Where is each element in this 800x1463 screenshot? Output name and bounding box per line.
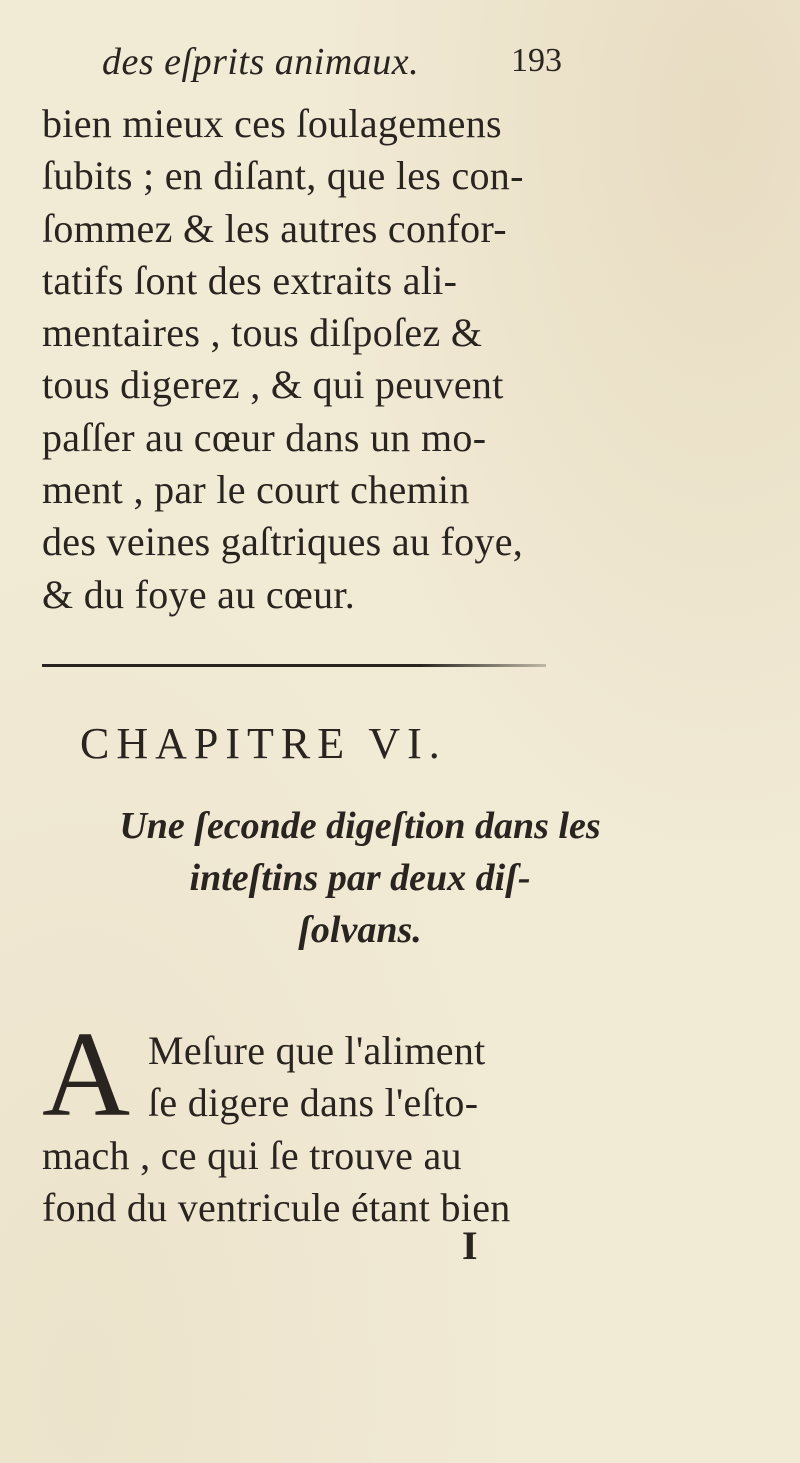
subtitle-line: ſolvans. [298, 909, 422, 951]
chapter-subtitle [100, 800, 620, 956]
page-number: 193 [511, 42, 562, 79]
text-line: ſommez & les autres confor- [42, 205, 507, 251]
text-line: ſubits ; en diſant, que les con- [42, 153, 524, 199]
text-line: ſe digere dans l'eſto- [148, 1080, 479, 1126]
text-line: paſſer au cœur dans un mo- [42, 414, 487, 460]
subtitle-line: Une ſeconde digeſtion dans les [119, 805, 601, 847]
chapter-opening-paragraph [42, 1025, 602, 1234]
text-line: mach , ce qui ſe trouve au [42, 1132, 462, 1178]
running-title: des eſprits animaux. [102, 41, 420, 83]
text-line: tous digerez , & qui peuvent [42, 362, 504, 408]
text-line: ment , par le court chemin [42, 467, 470, 513]
drop-cap: A [42, 1007, 131, 1142]
text-line: fond du ventricule étant bien [42, 1184, 511, 1230]
paragraph-continued [42, 98, 602, 621]
chapter-heading: CHAPITRE VI. [80, 719, 447, 768]
divider-fade [420, 664, 546, 668]
signature-mark: I [462, 1223, 478, 1268]
text-line: bien mieux ces ſoulagemens [42, 101, 502, 146]
text-line: tatifs ſont des extraits ali- [42, 257, 458, 303]
text-line: Meſure que l'aliment [148, 1028, 486, 1073]
running-head [102, 40, 562, 92]
text-line: mentaires , tous diſpoſez & [42, 310, 483, 356]
text-line: & du foye au cœur. [42, 571, 356, 617]
text-line: des veines gaſtriques au foye, [42, 519, 524, 565]
subtitle-line: inteſtins par deux diſ- [189, 857, 531, 899]
